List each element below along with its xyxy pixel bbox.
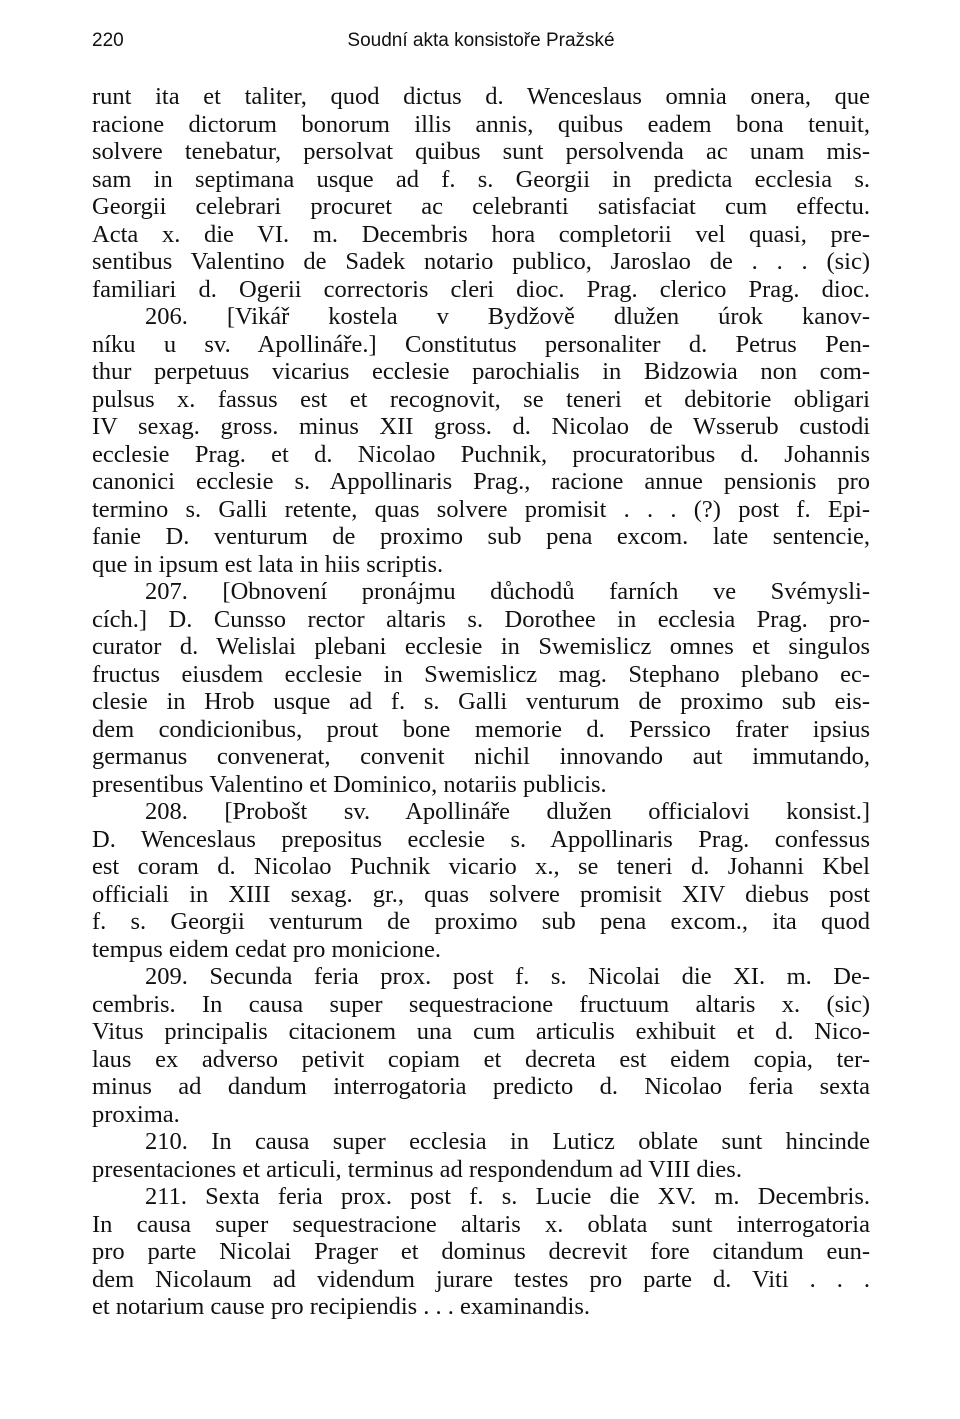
text-line: tempus eidem cedat pro monicione. xyxy=(92,935,442,963)
text-line: pulsus x. fassus est et recognovit, se teneri et debitorie obligari xyxy=(92,385,870,413)
text-line: D. Wenceslaus prepositus ecclesie s. Appollinaris Prag. confessus xyxy=(92,825,870,853)
text-line: proxima. xyxy=(92,1100,180,1128)
text-line: dem condicionibus, prout bone memorie d. Perssico frater ipsius xyxy=(92,715,870,743)
text-line: f. s. Georgii venturum de proximo sub pena excom., ita quod xyxy=(92,908,870,935)
text-line: termino s. Galli retente, quas solvere promisit . . . (?) post f. Epi- xyxy=(92,495,870,523)
text-line: IV sexag. gross. minus XII gross. d. Nicolao de Wsserub custodi xyxy=(92,413,870,440)
text-line: In causa super sequestracione altaris x. oblata sunt interrogatoria xyxy=(92,1210,870,1238)
text-line: pro parte Nicolai Prager et dominus decrevit fore citandum eun- xyxy=(92,1238,870,1265)
text-line: est coram d. Nicolao Puchnik vicario x., se teneri d. Johanni Kbel xyxy=(92,853,870,880)
entry-211-heading: 211. Sexta feria prox. post f. s. Lucie die XV. m. Decembris. xyxy=(145,1183,870,1210)
text-line: runt ita et taliter, quod dictus d. Wenceslaus omnia onera, que xyxy=(92,83,870,110)
text-line: racione dictorum bonorum illis annis, quibus eadem bona tenuit, xyxy=(92,110,870,138)
page-number: 220 xyxy=(92,30,124,51)
text-line: thur perpetuus vicarius ecclesie parochialis in Bidzowia non com- xyxy=(92,358,870,385)
text-line: minus ad dandum interrogatoria predicto d. Nicolao feria sexta xyxy=(92,1073,870,1100)
text-line: laus ex adverso petivit copiam et decreta est eidem copia, ter- xyxy=(92,1045,870,1073)
text-line: dem Nicolaum ad videndum jurare testes pro parte d. Viti . . . xyxy=(92,1265,870,1293)
text-line: Acta x. die VI. m. Decembris hora completorii vel quasi, pre- xyxy=(92,220,870,248)
entry-210-heading: 210. In causa super ecclesia in Luticz oblate sunt hincinde xyxy=(145,1128,870,1155)
text-line: Vitus principalis citacionem una cum articulis exhibuit et d. Nico- xyxy=(92,1018,870,1045)
running-header xyxy=(92,30,870,58)
text-line: sam in septimana usque ad f. s. Georgii in predicta ecclesia s. xyxy=(92,165,870,193)
entry-206-heading: 206. [Vikář kostela v Bydžově dlužen úrok kanov- xyxy=(145,303,870,330)
text-line: clesie in Hrob usque ad f. s. Galli venturum de proximo sub eis- xyxy=(92,688,870,715)
running-title: Soudní akta konsistoře Pražské xyxy=(347,30,615,51)
entry-208-heading: 208. [Probošt sv. Apollináře dlužen officialovi konsist.] xyxy=(145,798,870,825)
text-line: curator d. Welislai plebani ecclesie in Swemislicz omnes et singulos xyxy=(92,633,870,660)
text-line: officiali in XIII sexag. gr., quas solvere promisit XIV diebus post xyxy=(92,880,870,908)
text-line: que in ipsum est lata in hiis scriptis. xyxy=(92,550,444,578)
text-line: presentaciones et articuli, terminus ad respondendum ad VIII dies. xyxy=(92,1155,742,1183)
text-line: cembris. In causa super sequestracione fructuum altaris x. (sic) xyxy=(92,990,870,1018)
text-line: Georgii celebrari procuret ac celebranti satisfaciat cum effectu. xyxy=(92,193,870,220)
text-line: fructus eiusdem ecclesie in Swemislicz mag. Stephano plebano ec- xyxy=(92,660,870,688)
text-line: sentibus Valentino de Sadek notario publico, Jaroslao de . . . (sic) xyxy=(92,248,870,275)
text-line: níku u sv. Apollináře.] Constitutus personaliter d. Petrus Pen- xyxy=(92,330,870,358)
text-line: germanus convenerat, convenit nichil innovando aut immutando, xyxy=(92,743,870,770)
text-line: ecclesie Prag. et d. Nicolao Puchnik, procuratoribus d. Johannis xyxy=(92,440,870,468)
text-line: cích.] D. Cunsso rector altaris s. Dorothee in ecclesia Prag. pro- xyxy=(92,605,870,633)
entry-207-heading: 207. [Obnovení pronájmu důchodů farních ve Svémysli- xyxy=(145,578,870,605)
text-line: et notarium cause pro recipiendis . . . examinandis. xyxy=(92,1293,591,1320)
entry-209-heading: 209. Secunda feria prox. post f. s. Nicolai die XI. m. De- xyxy=(145,963,870,990)
text-line: presentibus Valentino et Dominico, notariis publicis. xyxy=(92,770,607,798)
text-line: canonici ecclesie s. Appollinaris Prag., racione annue pensionis pro xyxy=(92,468,870,495)
text-line: familiari d. Ogerii correctoris cleri dioc. Prag. clerico Prag. dioc. xyxy=(92,275,870,303)
text-line: fanie D. venturum de proximo sub pena excom. late sentencie, xyxy=(92,523,870,550)
body-text xyxy=(92,83,870,1321)
text-line: solvere tenebatur, persolvat quibus sunt persolvenda ac unam mis- xyxy=(92,138,870,165)
